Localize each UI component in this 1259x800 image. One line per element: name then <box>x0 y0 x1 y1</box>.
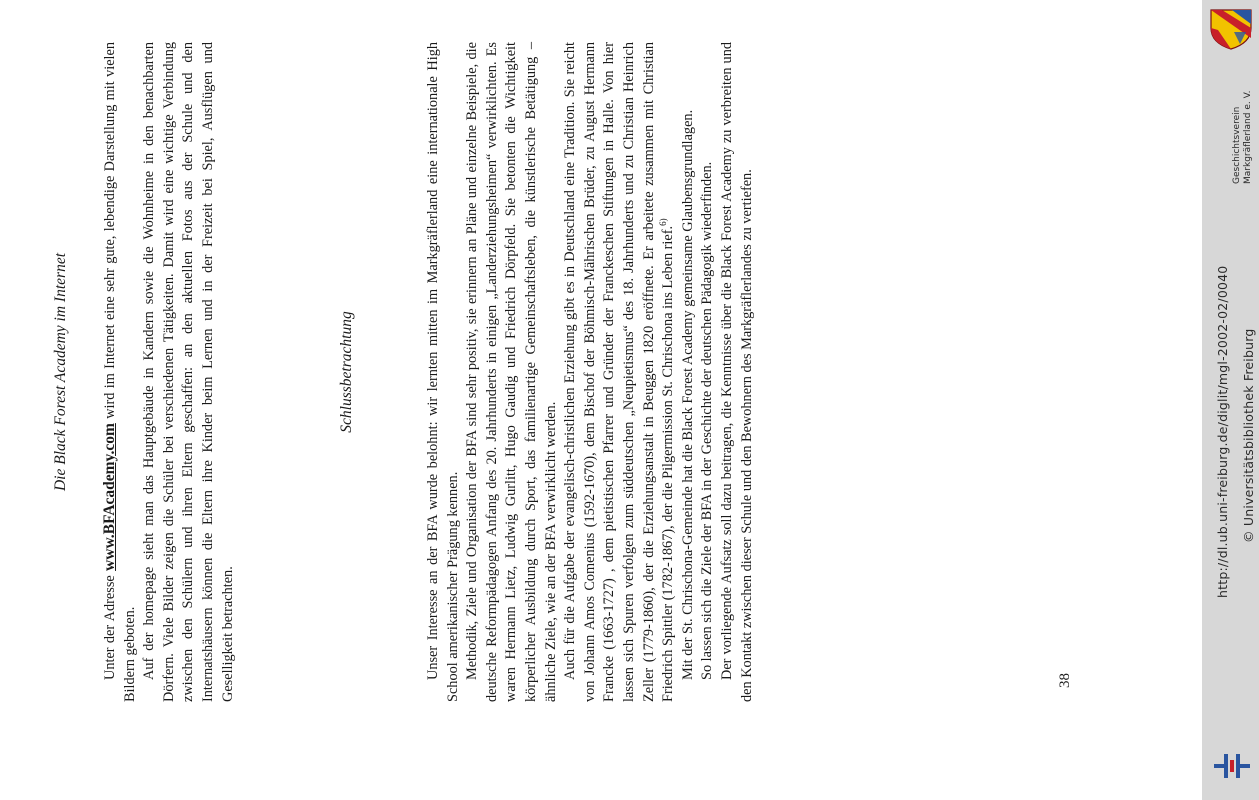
footnote-marker: 6) <box>658 218 669 226</box>
org-name-line2: Markgräflerland e. V. <box>1243 90 1253 184</box>
paragraph-text: wird im Internet eine sehr gute, lebendige Darstellung mit vielen Bildern geboten. <box>102 41 138 702</box>
page-number: 38 <box>1057 673 1073 688</box>
permalink-url[interactable]: http://dl.ub.uni-freiburg.de/diglit/mgl-2002-02/0040 <box>1215 265 1230 598</box>
paragraph-methodik: Methodik, Ziele und Organisation der BFA sind sehr positiv, sie erinnern an Pläne und einzelne Beispiele, die deutsche Reformpädagogen Anfang des 20. Jahrhunderts in einigen „Landerziehungsheimen“ verwirklichten. Es waren Hermann Lietz, Ludwig Gurlitt, Hugo Gaudig und Friedrich Dörpfeld. Sie betonten die Wichtigkeit körperlicher Ausbildung durch Sport, das familienartige Gemeinschaftsleben, die künstlerische Betätigung – ähnliche Ziele, wie an der BFA verwirklicht werden. <box>464 42 559 702</box>
website-link: www.BFAcademy.com <box>101 423 118 571</box>
paragraph-tradition <box>561 42 679 702</box>
paragraph-text: Auch für die Aufgabe der evangelisch-christlichen Erziehung gibt es in Deutschland eine Tradition. Sie reicht von Johann Amos Comenius (1592-1670), dem Bischof der Böhmisch-Mährischen Brüder, zu August Hermann Francke (1663-1727) , dem pietistischen Pfarrer und Gründer der Franckeschen Stiftungen in Halle. Von hier lassen sich Spuren verfolgen zum süddeutschen „Neupietismus“ des 18. Jahrhunderts und zu Christian Heinrich Zeller (1779-1860), der die Erziehungsanstalt in Beuggen 1820 eröffnete. Er arbeitete zusammen mit Christian Friedrich Spittler (1782-1867), der die Pilgermission St. Chrischona ins Leben rief. <box>562 42 677 702</box>
text-block-internet <box>100 42 238 702</box>
heading-schlussbetrachtung: Schlussbetrachtung <box>338 311 355 433</box>
paragraph-internet-address <box>100 42 140 702</box>
paragraph-aufsatz: Der vorliegende Aufsatz soll dazu beitragen, die Kenntnisse über die Black Forest Academy zu verbreiten und den Kontakt zwischen dieser Schule und den Bewohnern des Markgräflerlandes zu vertiefen. <box>718 42 755 702</box>
paragraph-chrischona: Mit der St. Chrischona-Gemeinde hat die Black Forest Academy gemeinsame Glaubensgrundlagen. <box>679 109 696 680</box>
org-name-line1: Geschichtsverein <box>1232 106 1242 184</box>
text-block-conclusion <box>424 42 757 702</box>
paragraph-text: Unter der Adresse <box>102 570 118 680</box>
ub-freiburg-logo-icon <box>1210 752 1254 780</box>
heading-bfa-internet: Die Black Forest Academy im Internet <box>52 252 69 492</box>
coat-of-arms-icon <box>1208 8 1254 50</box>
paragraph-homepage: Auf der homepage sieht man das Hauptgebäude in Kandern sowie die Wohnheime in den benachbarten Dörfern. Viele Bilder zeigen die Schüler bei verschiedenen Tätigkeiten. Damit wird eine wichtige Verbindung zwischen den Schülern und ihren Eltern geschaffen: an den aktuellen Fotos aus der Schule und den Internatshäusern können die Eltern ihre Kinder beim Lernen und in der Freizeit bei Spiel, Ausflügen und Geselligkeit betrachten. <box>141 42 236 702</box>
paragraph-ziele: So lassen sich die Ziele der BFA in der Geschichte der deutschen Pädagogik wiederfinden. <box>699 161 716 680</box>
copyright-notice: © Universitätsbibliothek Freiburg <box>1241 328 1256 543</box>
paragraph-interest: Unser Interesse an der BFA wurde belohnt: wir lernten mitten im Markgräflerland eine internationale High School amerikanischer Prägung kennen. <box>425 42 461 702</box>
